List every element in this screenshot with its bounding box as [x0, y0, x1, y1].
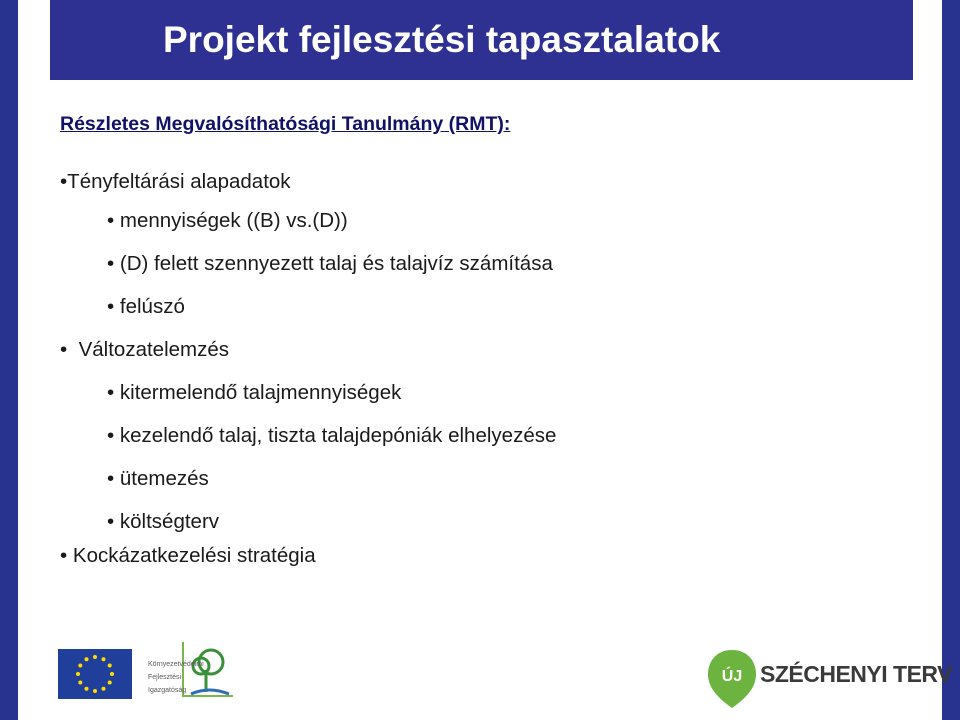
bullet-text: (D) felett szennyezett talaj és talajvíz számítása [119, 252, 553, 275]
bullet-glyph: • [107, 424, 115, 447]
bullet-glyph: • [107, 510, 115, 533]
kfi-text-line-1: Környezetvédelmi [148, 661, 204, 668]
right-side-bar [942, 0, 960, 720]
bullet-glyph: • [107, 252, 115, 275]
eu-stars-icon [58, 649, 132, 699]
bullet-kezelendo [107, 423, 556, 449]
bullet-text: Kockázatkezelési stratégia [72, 544, 316, 567]
bullet-text: mennyiségek ((B) vs.(D)) [119, 209, 348, 232]
slide-title: Projekt fejlesztési tapasztalatok [163, 19, 721, 60]
bullet-glyph: • [107, 467, 115, 490]
slide-subtitle: Részletes Megvalósíthatósági Tanulmány (RMT): [60, 113, 511, 135]
bullet-glyph: • [60, 544, 68, 567]
bullet-szennyezett [107, 251, 553, 277]
kfi-text-line-3: Igazgatóság [148, 687, 187, 694]
uj-label: ÚJ [721, 668, 743, 685]
bullet-valtozatelemzes [60, 337, 229, 363]
bullet-glyph: • [60, 338, 68, 361]
left-side-bar [0, 0, 18, 720]
bullet-text: felúszó [119, 295, 185, 318]
bullet-text: Változatelemzés [78, 338, 230, 361]
bullet-kockazatkezelesi [60, 543, 316, 569]
bullet-glyph: • [107, 295, 115, 318]
eu-flag-logo [58, 649, 132, 699]
szechenyi-terv-label: SZÉCHENYI TERV [760, 661, 952, 687]
bullet-glyph: • [107, 381, 115, 404]
bullet-text: kitermelendő talajmennyiségek [119, 381, 402, 404]
bullet-kitermelendo [107, 380, 401, 406]
bullet-text: költségterv [119, 510, 220, 533]
bullet-koltsegterv [107, 509, 219, 535]
bullet-text: kezelendő talaj, tiszta talajdepóniák elhelyezése [119, 424, 557, 447]
bullet-tenyfeltaras: •Tényfeltárási alapadatok [60, 170, 291, 193]
bullet-text: ütemezés [119, 467, 209, 490]
kfi-text-line-2: Fejlesztési [148, 674, 182, 681]
bullet-mennyisegek [107, 208, 348, 234]
bullet-utemezes [107, 466, 209, 492]
bullet-feluszo [107, 294, 185, 320]
bullet-glyph: • [107, 209, 115, 232]
